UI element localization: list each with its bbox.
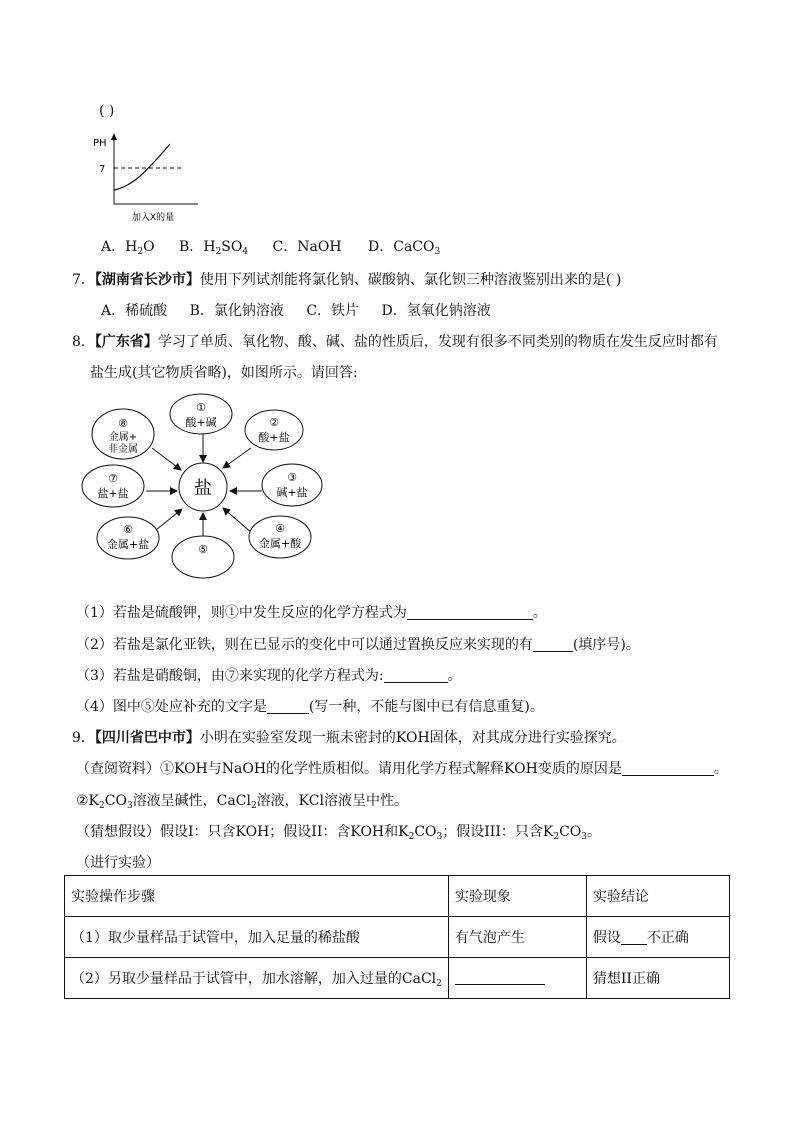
q8-sub2: （2）若盐是氯化亚铁，则在已显示的变化中可以通过置换反应来实现的有 (填序号)。 (76, 637, 640, 653)
experiment-table (64, 875, 730, 999)
q6-option-b: B．$H_2SO_4$ (179, 239, 249, 257)
q9-source: 【四川省巴中市】 (94, 730, 200, 746)
q7-option-a: A．稀硫酸 (101, 303, 168, 319)
graph-xlabel: 加入X的量 (132, 213, 175, 223)
q8-sub2-blank[interactable] (533, 637, 573, 652)
node-3-num: ③ (287, 471, 297, 484)
q6-option-a: A．$H_2O$ (101, 239, 155, 257)
row1-phenomenon: 有气泡产生 (448, 917, 586, 958)
q8-source: 【广东省】 (94, 334, 158, 350)
q7-option-c: C．铁片 (306, 303, 360, 319)
q9-ref1-blank[interactable] (622, 761, 714, 776)
header-conclusion: 实验结论 (586, 876, 729, 917)
row1-conclusion: 假设 不正确 (586, 917, 729, 958)
graph-ylabel: PH (93, 138, 107, 149)
center-label: 盐 (194, 478, 212, 499)
q9-reference-1: （查阅资料）①KOH与NaOH的化学性质相似。请用化学方程式解释KOH变质的原因是 。 (76, 761, 728, 777)
node-3-label: 碱+盐 (276, 486, 308, 499)
header-step: 实验操作步骤 (65, 876, 449, 917)
q8-sub4-blank[interactable] (267, 699, 309, 714)
q9-number: 9． (72, 730, 95, 746)
y-axis-arrow (111, 133, 117, 140)
table-row (65, 958, 730, 999)
row1-step: （1）取少量样品于试管中，加入足量的稀盐酸 (65, 917, 449, 958)
node-8-num: ⑧ (118, 417, 128, 430)
q8-sub1-blank[interactable] (407, 605, 533, 620)
table-header-row (65, 876, 730, 917)
q9-stem (72, 727, 626, 747)
q6-answer-paren: ( ) (99, 103, 115, 119)
node-7-num: ⑦ (108, 472, 118, 485)
arrow-8 (152, 448, 181, 470)
q8-text1: 学习了单质、氧化物、酸、碱、盐的性质后，发现有很多不同类别的物质在发生反应时都有 (157, 334, 718, 350)
q6-option-d: D．CaCO$_3$ (368, 239, 441, 257)
row2-phenomenon-blank[interactable] (455, 970, 545, 985)
q8-number: 8． (72, 334, 95, 350)
node-8-label1: 金属+ (108, 432, 138, 443)
q7-text: 使用下列试剂能将氯化钠、碳酸钠、氯化钡三种溶液鉴别出来的是( ) (199, 272, 622, 288)
row1-conclusion-blank[interactable] (621, 930, 647, 945)
node-8-label2: 非金属 (108, 444, 138, 455)
q8-sub3-blank[interactable] (384, 668, 448, 683)
q8-sub3: （3）若盐是硝酸铜，由⑦来实现的化学方程式为: 。 (76, 668, 462, 684)
node-1-num: ① (196, 401, 206, 414)
node-4-label: 金属+酸 (258, 537, 302, 550)
node-2-num: ② (269, 416, 279, 429)
q6-option-c: C．NaOH (272, 239, 342, 255)
arrow-2 (223, 448, 251, 468)
graph-ref-value: 7 (99, 164, 106, 175)
q7-source: 【湖南省长沙市】 (94, 272, 200, 288)
q8-sub1: （1）若盐是硫酸钾，则①中发生反应的化学方程式为 。 (76, 605, 547, 621)
node-5-num: ⑤ (198, 543, 208, 556)
node-2-label: 酸+盐 (258, 431, 290, 444)
q8-sub4: （4）图中⑤处应补充的文字是 (写一种，不能与图中已有信息重复)。 (76, 699, 544, 715)
q6-options (101, 236, 440, 256)
q9-hypotheses: （猜想假设）假设I：只含KOH；假设II：含KOH和$K_2CO_3$；假设III：只含$K_2CO_3$。 (76, 824, 601, 842)
node-6-num: ⑥ (123, 523, 133, 536)
node-1-label: 酸+碱 (185, 416, 217, 429)
node-4-num: ④ (275, 522, 285, 535)
q9-text: 小明在实验室发现一瓶未密封的KOH固体，对其成分进行实验探究。 (199, 730, 626, 746)
row2-step: （2）另取少量样品于试管中，加水溶解，加入过量的CaCl$_2$ (65, 958, 449, 999)
node-7-label: 盐+盐 (97, 487, 129, 500)
q8-stem-line1 (72, 331, 718, 351)
arrow-4 (223, 508, 252, 533)
row2-conclusion: 猜想II正确 (586, 958, 729, 999)
ph-curve (114, 144, 170, 190)
q8-stem-line2: 盐生成(其它物质省略)，如图所示。请回答: (90, 365, 358, 381)
ph-graph (88, 130, 208, 225)
salt-reaction-diagram (76, 390, 326, 585)
q9-experiment-heading: （进行实验） (76, 855, 160, 871)
node-6-label: 金属+盐 (106, 538, 150, 551)
q7-stem (72, 269, 621, 289)
q7-options (101, 300, 491, 320)
q7-option-b: B．氯化钠溶液 (189, 303, 284, 319)
header-phenomenon: 实验现象 (448, 876, 586, 917)
q7-number: 7． (72, 272, 95, 288)
q7-option-d: D．氢氧化钠溶液 (381, 303, 491, 319)
q9-reference-2: $②K_2CO_3$溶液呈碱性，CaCl$_2$溶液，KCl溶液呈中性。 (76, 793, 408, 811)
arrow-6 (156, 509, 182, 530)
table-row (65, 917, 730, 958)
row2-phenomenon (448, 958, 586, 999)
